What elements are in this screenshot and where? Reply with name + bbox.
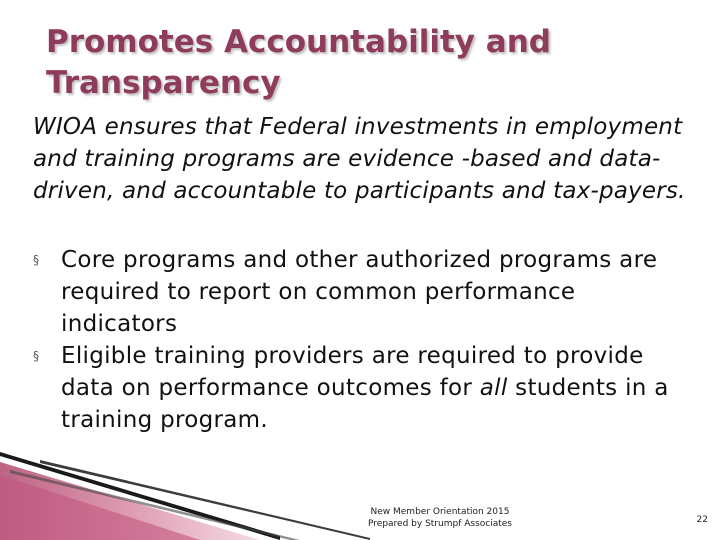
title-line-1: Promotes Accountability and (46, 24, 551, 60)
bullet-item (33, 340, 693, 436)
decorative-swoosh (0, 440, 380, 540)
lead-paragraph: WIOA ensures that Federal investments in employment and training programs are evidence -based and data-driven, and accountable to participants and tax-payers. (33, 114, 686, 204)
title-line-2: Transparency (46, 65, 281, 101)
footer-line-2: Prepared by Strumpf Associates (368, 519, 512, 529)
bullet-list (33, 244, 693, 436)
bullet-marker-icon: § (33, 349, 40, 363)
bullet-text: Core programs and other authorized programs are required to report on common performance indicators (61, 247, 658, 337)
bullet-marker-icon: § (33, 253, 40, 267)
footer (340, 506, 540, 530)
bullet-emphasis: all (479, 375, 508, 401)
footer-line-1: New Member Orientation 2015 (370, 507, 510, 517)
slide-title (46, 22, 686, 104)
bullet-text: Eligible training providers are required to provide data on performance outcomes for (61, 343, 644, 401)
bullet-text-end: students in a training program. (61, 375, 669, 433)
page-number: 22 (696, 515, 708, 525)
bullet-item (33, 244, 693, 340)
